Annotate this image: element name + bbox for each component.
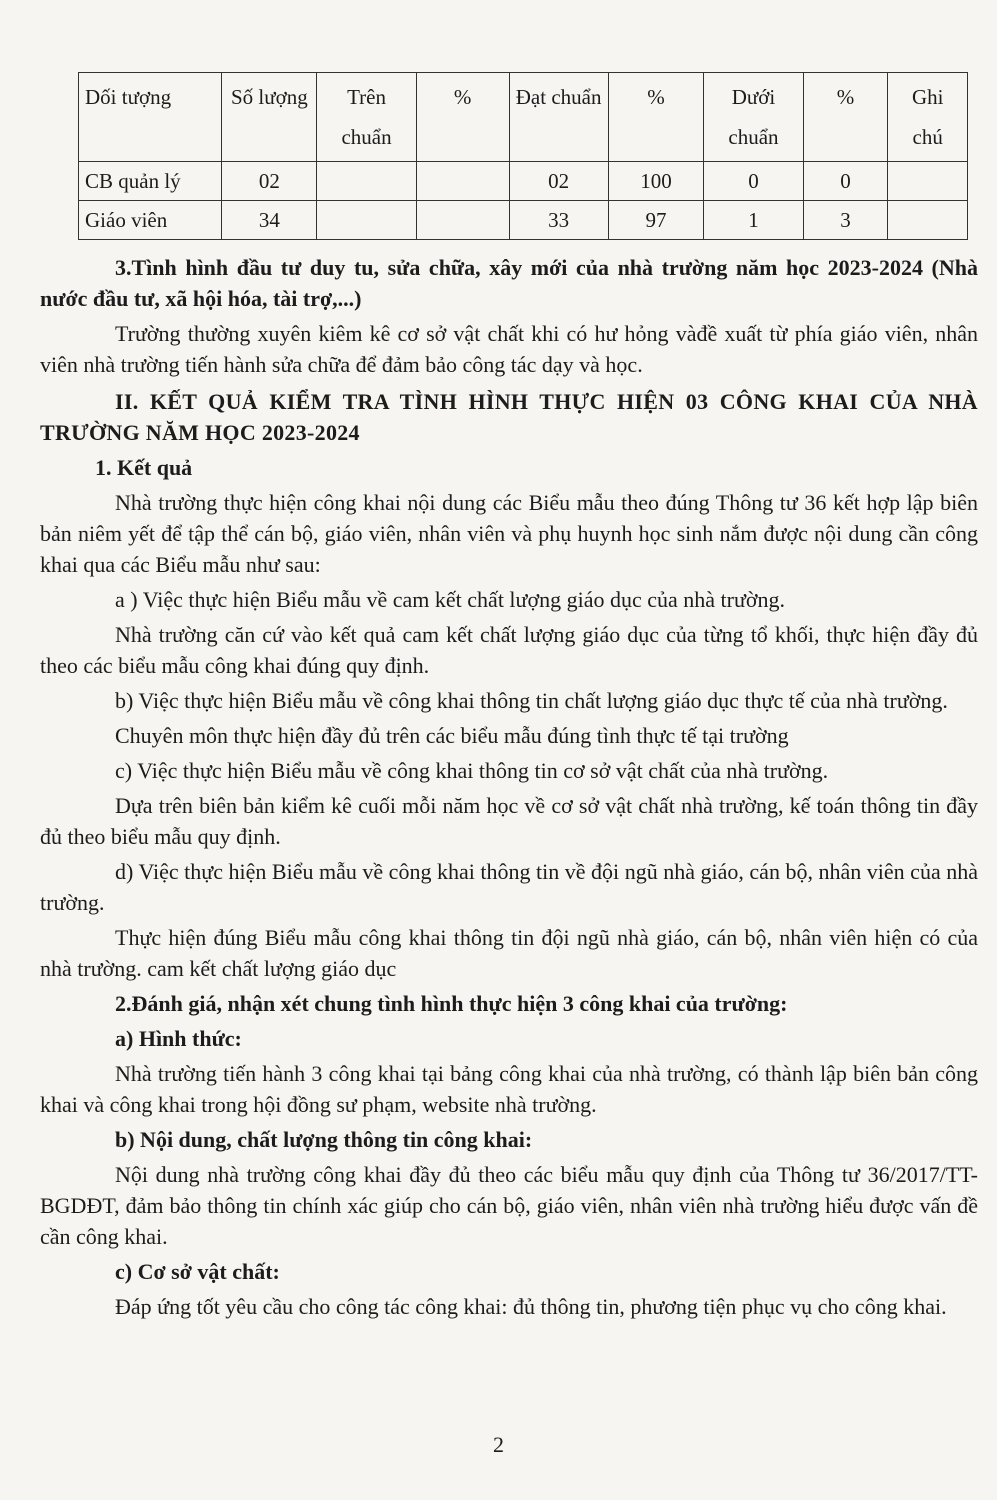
- item-b-text: Chuyên môn thực hiện đầy đủ trên các biểu mẫu đúng tình thực tế tại trường: [115, 723, 789, 748]
- table-row: [79, 162, 968, 201]
- result-intro: Nhà trường thực hiện công khai nội dung các Biểu mẫu theo đúng Thông tư 36 kết hợp lập biên bản niêm yết để tập thể cán bộ, giáo viên, nhân viên và phụ huynh học sinh nắm được nội dung cần công khai qua các Biểu mẫu như sau:: [40, 490, 978, 577]
- table-cell: [317, 201, 416, 240]
- eval-a-title: a) Hình thức:: [115, 1026, 242, 1051]
- page-number: 2: [493, 1432, 504, 1457]
- result-title: 1. Kết quả: [95, 455, 193, 480]
- item-c-heading: c) Việc thực hiện Biểu mẫu về công khai thông tin cơ sở vật chất của nhà trường.: [115, 758, 829, 783]
- table-header-row: [79, 73, 968, 162]
- item-c-text: Dựa trên biên bản kiểm kê cuối mỗi năm học về cơ sở vật chất nhà trường, kế toán thông tin đầy đủ theo biểu mẫu quy định.: [40, 793, 978, 849]
- table-cell: [416, 162, 509, 201]
- item-b-heading: b) Việc thực hiện Biểu mẫu về công khai thông tin chất lượng giáo dục thực tế của nhà trường.: [115, 688, 948, 713]
- table-cell: [888, 201, 968, 240]
- table-cell: [416, 201, 509, 240]
- table-cell: 0: [704, 162, 803, 201]
- item-a-text: Nhà trường căn cứ vào kết quả cam kết chất lượng giáo dục của từng tổ khối, thực hiện đầy đủ theo các biểu mẫu công khai đúng quy định.: [40, 622, 978, 678]
- item-a-heading: a ) Việc thực hiện Biểu mẫu về cam kết chất lượng giáo dục của nhà trường.: [115, 587, 786, 612]
- table-cell: 1: [704, 201, 803, 240]
- section3-text: Trường thường xuyên kiêm kê cơ sở vật chất khi có hư hỏng vàđề xuất từ phía giáo viên, nhân viên nhà trường tiến hành sửa chữa để đảm bảo công tác dạy và học.: [40, 321, 978, 377]
- document-body: [40, 252, 978, 1326]
- header-cell: Đạt chuẩn: [509, 73, 608, 162]
- staff-qualification-table: [78, 72, 968, 240]
- table-cell: 02: [509, 162, 608, 201]
- table-cell: 100: [608, 162, 704, 201]
- eval-b-title: b) Nội dung, chất lượng thông tin công khai:: [115, 1127, 533, 1152]
- header-cell: Dưới chuẩn: [704, 73, 803, 162]
- header-cell: Trên chuẩn: [317, 73, 416, 162]
- table-cell: 0: [803, 162, 888, 201]
- eval-b-text: Nội dung nhà trường công khai đầy đủ theo các biểu mẫu quy định của Thông tư 36/2017/TT-BGDĐT, đảm bảo thông tin chính xác giúp cho cán bộ, giáo viên, nhân viên nhà trường hiểu được vấn đề cần công khai.: [40, 1162, 978, 1249]
- table-cell: 33: [509, 201, 608, 240]
- header-cell: Dối tượng: [79, 73, 222, 162]
- eval-c-text: Đáp ứng tốt yêu cầu cho công tác công khai: đủ thông tin, phương tiện phục vụ cho công khai.: [115, 1294, 947, 1319]
- table-cell: 34: [222, 201, 317, 240]
- item-d-heading: d) Việc thực hiện Biểu mẫu về công khai thông tin về đội ngũ nhà giáo, cán bộ, nhân viên của nhà trường.: [40, 859, 978, 915]
- eval-c-title: c) Cơ sở vật chất:: [115, 1259, 280, 1284]
- table-cell: [888, 162, 968, 201]
- table-cell: CB quản lý: [79, 162, 222, 201]
- header-cell: %: [416, 73, 509, 162]
- table-cell: Giáo viên: [79, 201, 222, 240]
- header-cell: %: [608, 73, 704, 162]
- section3-title: 3.Tình hình đầu tư duy tu, sửa chữa, xây mới của nhà trường năm học 2023-2024 (Nhà nước đầu tư, xã hội hóa, tài trợ,...): [40, 255, 978, 311]
- evaluation-title: 2.Đánh giá, nhận xét chung tình hình thực hiện 3 công khai của trường:: [115, 991, 788, 1016]
- item-d-text: Thực hiện đúng Biểu mẫu công khai thông tin đội ngũ nhà giáo, cán bộ, nhân viên hiện có của nhà trường. cam kết chất lượng giáo dục: [40, 925, 978, 981]
- part2-title: II. KẾT QUẢ KIỂM TRA TÌNH HÌNH THỰC HIỆN 03 CÔNG KHAI CỦA NHÀ TRƯỜNG NĂM HỌC 2023-2024: [40, 389, 978, 445]
- header-cell: %: [803, 73, 888, 162]
- table-cell: 02: [222, 162, 317, 201]
- eval-a-text: Nhà trường tiến hành 3 công khai tại bảng công khai của nhà trường, có thành lập biên bản công khai và công khai trong hội đồng sư phạm, website nhà trường.: [40, 1061, 978, 1117]
- table-cell: [317, 162, 416, 201]
- table-cell: 97: [608, 201, 704, 240]
- header-cell: Số lượng: [222, 73, 317, 162]
- header-cell: Ghi chú: [888, 73, 968, 162]
- table-cell: 3: [803, 201, 888, 240]
- table-row: [79, 201, 968, 240]
